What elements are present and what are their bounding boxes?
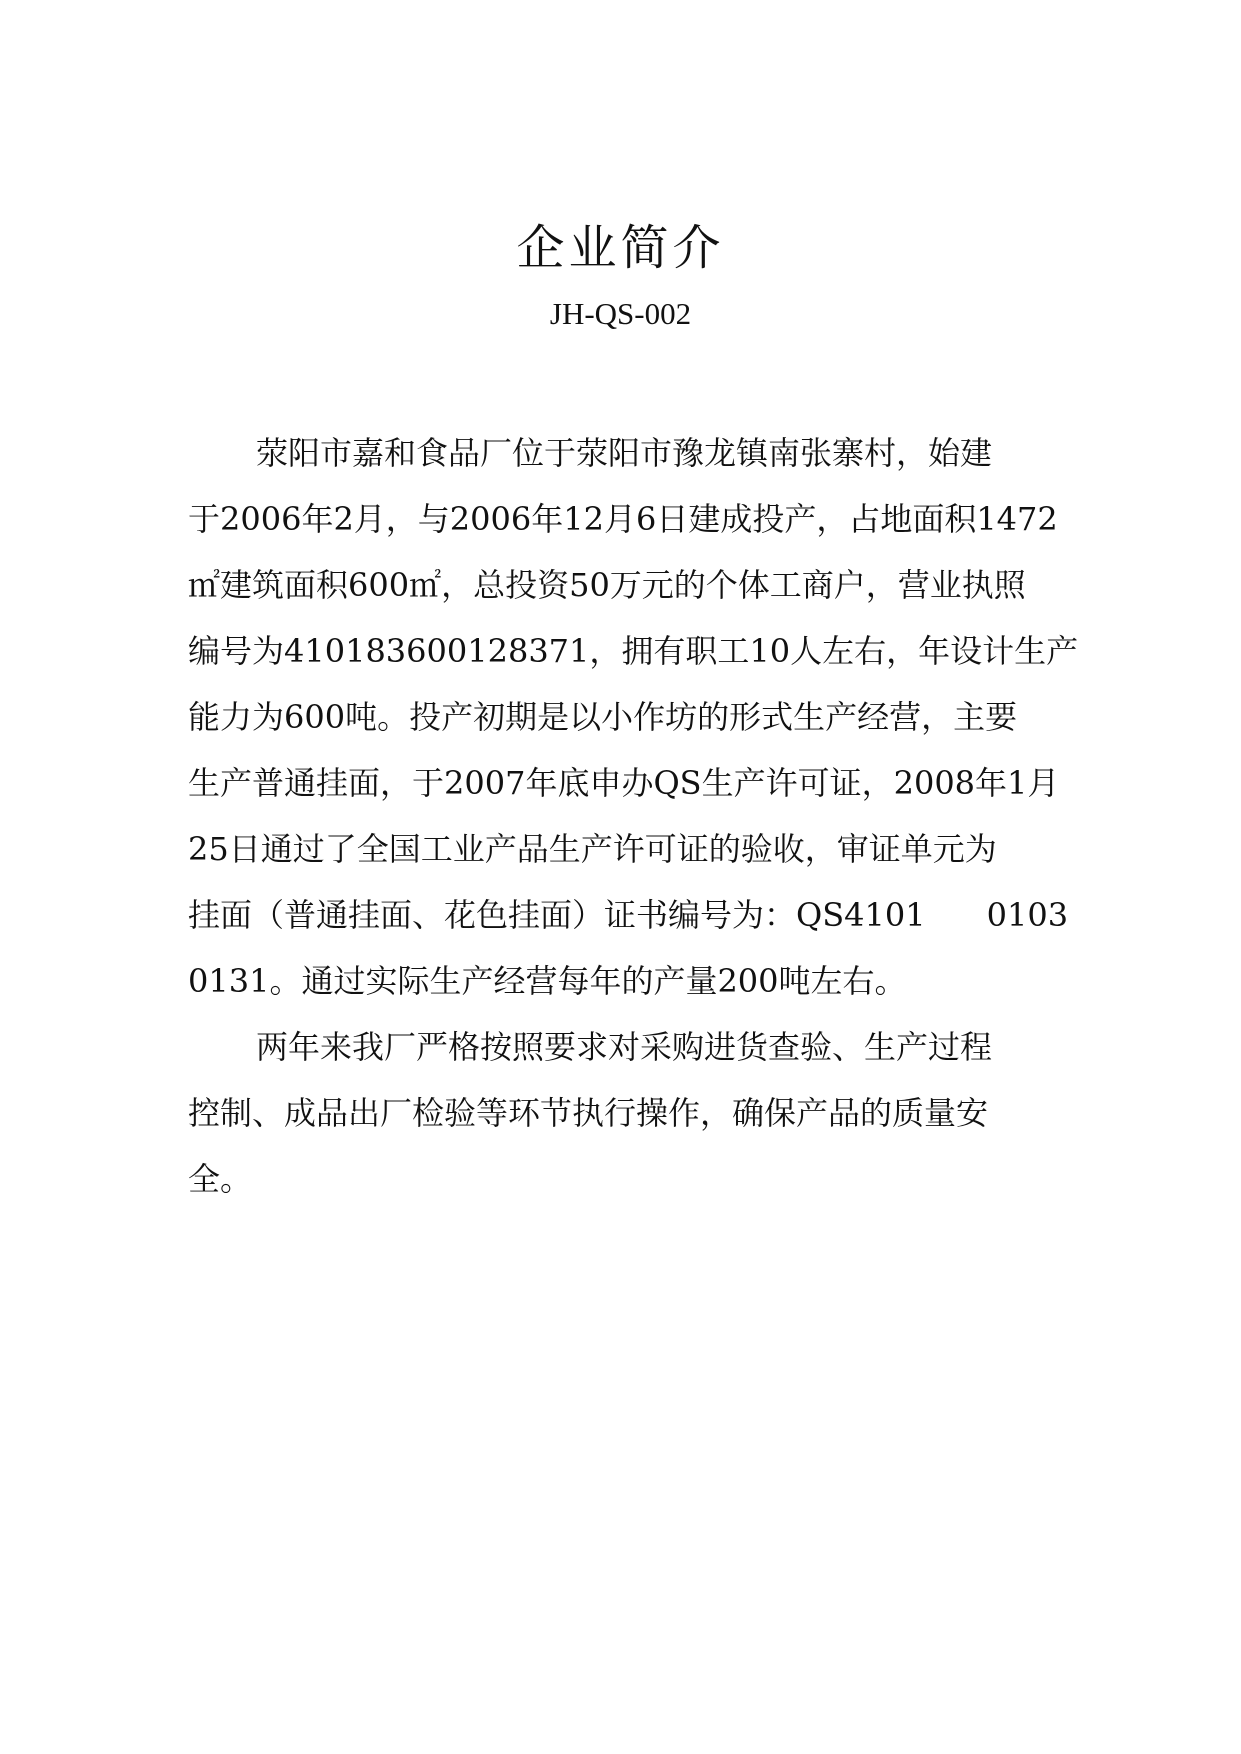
document-title: 企业简介 <box>516 220 725 276</box>
paragraph-2 <box>188 1014 1060 1212</box>
document-code: JH-QS-002 <box>549 296 692 331</box>
paragraph-line: 生产普通挂面，于2007年底申办QS生产许可证，2008年1月 <box>188 764 1060 802</box>
paragraph-line: 能力为600吨。投产初期是以小作坊的形式生产经营，主要 <box>188 698 1018 736</box>
paragraph-line: 于2006年2月，与2006年12月6日建成投产，占地面积1472 <box>188 500 1058 538</box>
paragraph-line: ㎡建筑面积600㎡，总投资50万元的个体工商户，营业执照 <box>188 566 1026 604</box>
paragraph-1 <box>188 420 1079 1014</box>
paragraph-line: 25日通过了全国工业产品生产许可证的验收，审证单元为 <box>188 830 997 868</box>
paragraph-line: 荥阳市嘉和食品厂位于荥阳市豫龙镇南张寨村，始建 <box>256 434 993 472</box>
paragraph-line: 挂面（普通挂面、花色挂面）证书编号为：QS4101 0103 <box>188 896 1069 934</box>
paragraph-line: 编号为410183600128371，拥有职工10人左右，年设计生产 <box>188 632 1079 670</box>
paragraph-line: 全。 <box>188 1160 253 1198</box>
document-body <box>188 420 1079 1212</box>
paragraph-line: 两年来我厂严格按照要求对采购进货查验、生产过程 <box>256 1028 993 1066</box>
paragraph-line: 0131。通过实际生产经营每年的产量200吨左右。 <box>188 962 907 1000</box>
paragraph-line: 控制、成品出厂检验等环节执行操作，确保产品的质量安 <box>188 1094 989 1132</box>
